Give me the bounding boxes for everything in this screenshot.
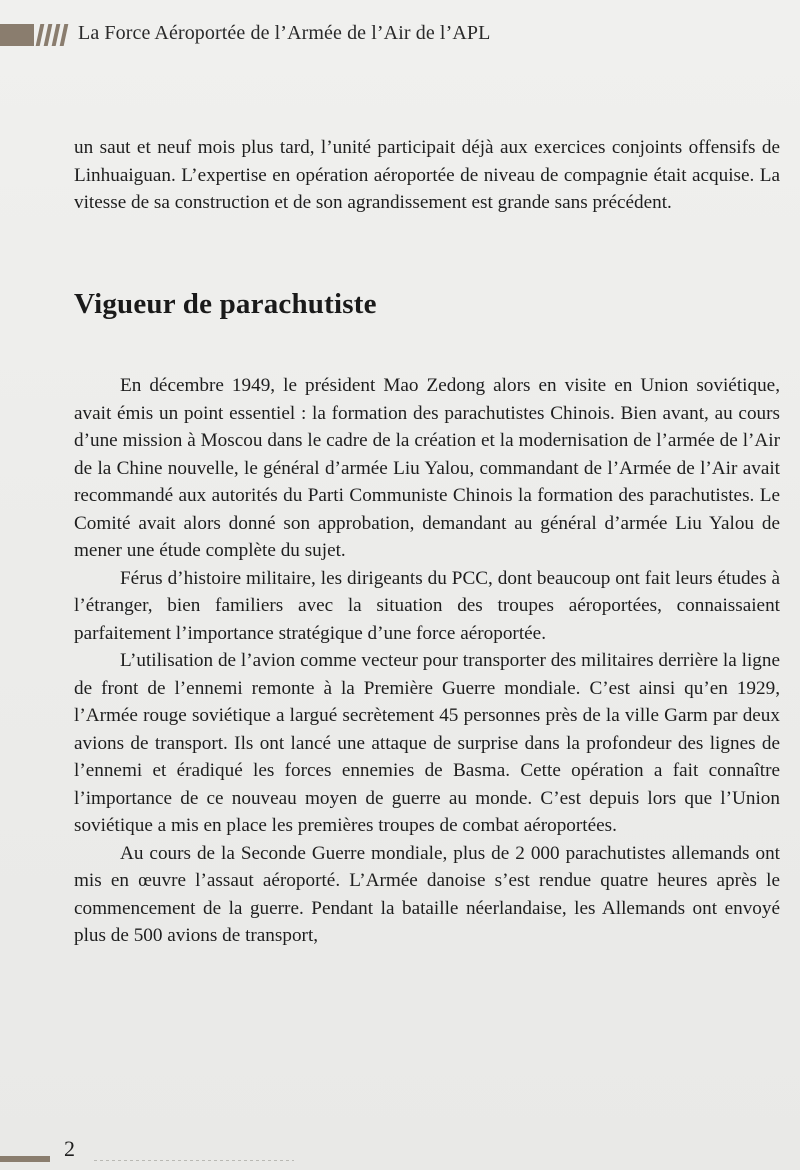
paragraph-continued: un saut et neuf mois plus tard, l’unité participait déjà aux exercices conjoints offensifs de Linhuaiguan. L’expertise en opération aéroportée de niveau de compagnie était acquise. La vitesse de sa construction et de son agrandissement est grande sans précédent.: [74, 137, 780, 213]
header-stripes-ornament: [36, 24, 70, 46]
paragraph: Férus d’histoire militaire, les dirigeants du PCC, dont beaucoup ont fait leurs études à l’étranger, bien familiers avec la situation des troupes aéroportées, connaissaient parfaitement l’importance stratégique d’une force aéroportée.: [74, 567, 780, 644]
section-heading: Vigueur de parachutiste: [74, 288, 377, 320]
paragraph: En décembre 1949, le président Mao Zedong alors en visite en Union soviétique, avait émis un point essentiel : la formation des parachutistes Chinois. Bien avant, au cours d’une mission à Moscou dans le cadre de la création et la modernisation de l’armée de l’Air de la Chine nouvelle, le général d’armée Liu Yalou, commandant de l’Armée de l’Air avait recommandé aux autorités du Parti Communiste Chinois la formation des parachutistes. Le Comité avait alors donné son approbation, demandant au général d’armée Liu Yalou de mener une étude complète du sujet.: [74, 375, 780, 561]
running-head-title: La Force Aéroportée de l’Armée de l’Air de l’APL: [78, 22, 491, 44]
paragraph: L’utilisation de l’avion comme vecteur pour transporter des militaires derrière la ligne de front de l’ennemi remonte à la Première Guerre mondiale. C’est ainsi qu’en 1929, l’Armée rouge soviétique a largué secrètement 45 personnes près de la ville Garm par deux avions de transport. Ils ont lancé une attaque de surprise dans la profondeur des lignes de l’ennemi et éradiqué les forces ennemies de Basma. Cette opération a fait connaître l’importance de ce nouveau moyen de guerre au monde. C’est depuis lors que l’Union soviétique a mis en place les premières troupes de combat aéroportées.: [74, 650, 780, 836]
section-body: [74, 372, 780, 950]
page-number: 2: [64, 1136, 75, 1161]
paragraph: Au cours de la Seconde Guerre mondiale, plus de 2 000 parachutistes allemands ont mis en œuvre l’assaut aéroporté. L’Armée danoise s’est rendue quatre heures après le commencement de la guerre. Pendant la bataille néerlandaise, les Allemands ont envoyé plus de 500 avions de transport,: [74, 842, 780, 946]
running-head: [0, 20, 800, 52]
footer-accent-bar: [0, 1156, 50, 1162]
header-accent-bar: [0, 24, 34, 46]
continuation-text: [74, 134, 780, 217]
footer-rule: [94, 1160, 294, 1161]
